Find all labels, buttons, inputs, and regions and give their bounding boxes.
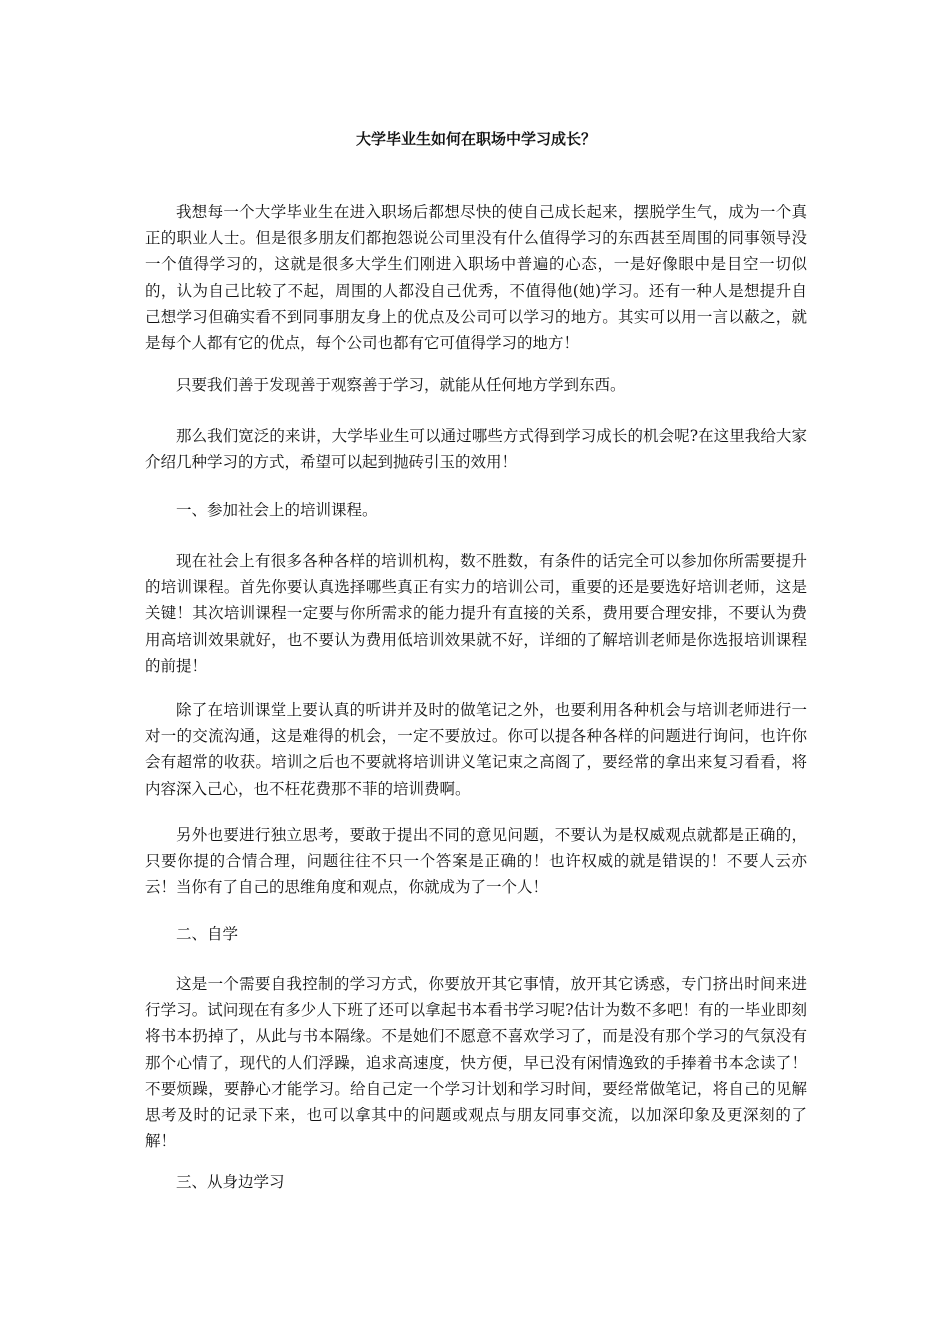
section-heading-training: 一、参加社会上的培训课程。 (176, 501, 378, 519)
paragraph-intro: 我想每一个大学毕业生在进入职场后都想尽快的使自己成长起来，摆脱学生气，成为一个真正的职业人士。但是很多朋友们都抱怨说公司里没有什么值得学习的东西甚至周围的同事领导没一个值得学习的，这就是很多大学生们刚进入职场中普遍的心态，一是好像眼中是目空一切似的，认为自己比较了不起，周围的人都没自己优秀，不值得他(她)学习。还有一种人是想提升自己想学习但确实看不到同事朋友身上的优点及公司可以学习的地方。其实可以用一言以蔽之，就是每个人都有它的优点，每个公司也都有它可值得学习的地方！ (145, 203, 807, 353)
paragraph-training-communicate: 除了在培训课堂上要认真的听讲并及时的做笔记之外，也要利用各种机会与培训老师进行一对一的交流沟通，这是难得的机会，一定不要放过。你可以提各种各样的问题进行询问，也许你会有超常的收获。培训之后也不要就将培训讲义笔记束之高阁了，要经常的拿出来复习看看，将内容深入己心，也不枉花费那不菲的培训费啊。 (145, 701, 807, 798)
paragraph-self-study: 这是一个需要自我控制的学习方式，你要放开其它事情，放开其它诱惑，专门挤出时间来进行学习。试问现在有多少人下班了还可以拿起书本看书学习呢?估计为数不多吧！有的一毕业即刻将书本扔掉了，从此与书本隔缘。不是她们不愿意不喜欢学习了，而是没有那个学习的气氛没有那个心情了，现代的人们浮躁，追求高速度，快方便，早已没有闲情逸致的手捧着书本念读了！不要烦躁，要静心才能学习。给自己定一个学习计划和学习时间，要经常做笔记，将自己的见解思考及时的记录下来，也可以拿其中的问题或观点与朋友同事交流，以加深印象及更深刻的了解！ (145, 975, 807, 1151)
paragraph-methods-intro: 那么我们宽泛的来讲，大学毕业生可以通过哪些方式得到学习成长的机会呢?在这里我给大家介绍几种学习的方式，希望可以起到抛砖引玉的效用！ (145, 427, 807, 472)
paragraph-training-choose: 现在社会上有很多各种各样的培训机构，数不胜数，有条件的话完全可以参加你所需要提升的培训课程。首先你要认真选择哪些真正有实力的培训公司，重要的还是要选好培训老师，这是关键！其次培训课程一定要与你所需求的能力提升有直接的关系，费用要合理安排，不要认为费用高培训效果就好，也不要认为费用低培训效果就不好，详细的了解培训老师是你选报培训课程的前提！ (145, 552, 807, 675)
paragraph-observe: 只要我们善于发现善于观察善于学习，就能从任何地方学到东西。 (176, 376, 626, 394)
document-title: 大学毕业生如何在职场中学习成长？ (355, 130, 596, 148)
section-heading-self-study: 二、自学 (176, 925, 239, 943)
paragraph-independent-thinking: 另外也要进行独立思考，要敢于提出不同的意见问题，不要认为是权威观点就都是正确的，只要你提的合情合理，问题往往不只一个答案是正确的！也许权威的就是错误的！不要人云亦云！当你有了自己的思维角度和观点，你就成为了一个人！ (145, 826, 807, 897)
section-heading-learn-around: 三、从身边学习 (176, 1173, 285, 1191)
